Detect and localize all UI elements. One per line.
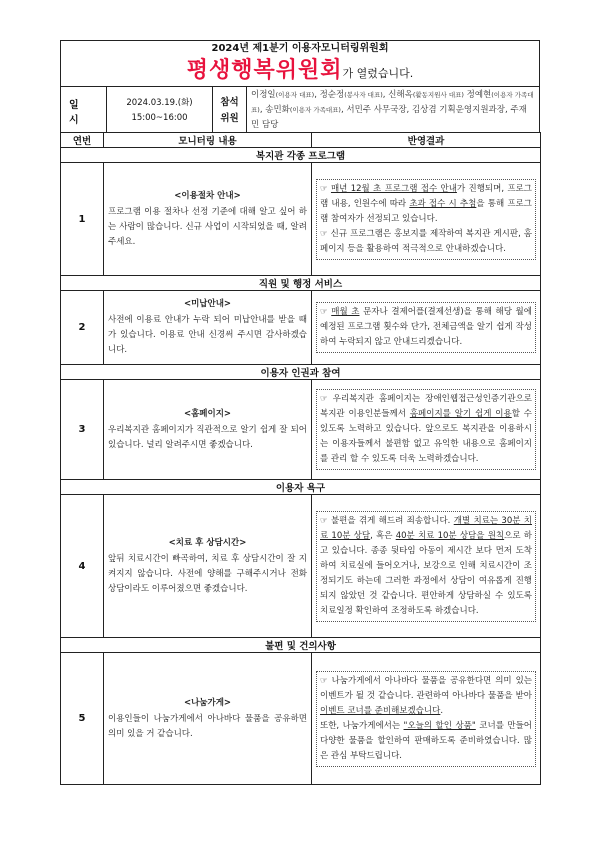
result-fragment: 을 통해 프로그램 참여자가 선정되고 있습니다. bbox=[320, 198, 532, 224]
result-highlight: 홈페이지를 알기 쉽게 이용 bbox=[409, 409, 512, 419]
table-row bbox=[61, 495, 541, 638]
category-title: 복지관 각종 프로그램 bbox=[61, 148, 541, 163]
item-text: 프로그램 이용 절차나 선정 기준에 대해 알고 싶어 하는 사람이 많습니다. 신규 사업이 시작되었을 때, 알려 주세요. bbox=[108, 206, 307, 247]
result-fragment: ☞ 우리복지관 홈페이지는 장애인웹접근성인증기관으로 복지관 이용인분들께서 bbox=[320, 394, 532, 419]
result-text bbox=[316, 302, 536, 353]
attendee-role: (활동지원사 대표) bbox=[412, 91, 464, 99]
result-highlight: 이벤트 코너를 준비해보겠습니다 bbox=[320, 705, 441, 716]
attendee-name: 이정일 bbox=[251, 90, 276, 100]
result-cell bbox=[312, 495, 541, 638]
result-highlight: 매년 12월 초 프로그램 접수 안내 bbox=[330, 183, 457, 194]
result-fragment: ☞ bbox=[320, 307, 332, 317]
result-highlight: 초과 접수 시 추첨 bbox=[409, 198, 477, 209]
result-text bbox=[316, 671, 536, 767]
info-row bbox=[61, 86, 539, 135]
table-row bbox=[61, 291, 541, 365]
monitoring-content bbox=[104, 653, 312, 785]
result-cell bbox=[312, 653, 541, 785]
result-fragment: , 혹은 bbox=[370, 530, 396, 541]
item-title: <이용절차 안내> bbox=[174, 190, 241, 201]
item-title: <나눔가게> bbox=[183, 697, 232, 708]
result-fragment: 으로 하고 있습니다. 종종 뒷타임 아동이 제시간 보다 먼저 도착하여 치료실에 들어오거나, 보강으로 인해 치료시간이 조정되기도 하는데 그러한 과정에서 상담이 여유롭게 진행되지 않았던 것 같습니다. 편안하게 상담하실 수 있도록 치료일정 확인하여 조정하도록 하겠습니다. bbox=[320, 530, 532, 616]
subtitle: 2024년 제1분기 이용자모니터링위원회 bbox=[211, 43, 389, 54]
attendee-name: 정순정 bbox=[319, 90, 345, 100]
result-cell bbox=[312, 380, 541, 480]
result-text bbox=[316, 511, 536, 622]
col-content: 모니터링 내용 bbox=[104, 133, 312, 148]
item-title: <미납안내> bbox=[183, 299, 232, 309]
category-row bbox=[61, 276, 541, 291]
attendee-name: 정예현 bbox=[466, 90, 492, 100]
date-label: 일 시 bbox=[61, 87, 107, 135]
result-fragment: ☞ 나눔가게에서 아나바다 물품을 공유한다면 의미 있는 이벤트가 될 것 같습니다. 관련하여 아나바다 물품을 받아 bbox=[320, 675, 532, 701]
category-title: 이용자 욕구 bbox=[61, 480, 541, 495]
result-fragment: ☞ 불편을 겪게 해드려 죄송합니다. bbox=[320, 515, 454, 526]
category-row bbox=[61, 480, 541, 495]
result-text bbox=[316, 389, 536, 470]
table-row bbox=[61, 163, 541, 276]
item-text: 우리복지관 홈페이지가 직관적으로 알기 쉽게 잘 되어 있습니다. 널리 알려주시면 좋겠습니다. bbox=[108, 424, 307, 450]
attendees-list bbox=[247, 87, 539, 135]
time-value: 15:00~16:00 bbox=[131, 113, 188, 123]
result-highlight: 40분 치료 10분 상담을 원칙 bbox=[395, 530, 505, 541]
attendee-list: 이정일(이용자 대표), 정순정(봉사자 대표), 신해옥(활동지원사 대표) 정예현(이용자 가족대표), 송민화(이용자 가족대표), bbox=[251, 90, 534, 115]
date-cell bbox=[107, 87, 213, 135]
category-row bbox=[61, 365, 541, 380]
category-title: 직원 및 행정 서비스 bbox=[61, 276, 541, 291]
result-text bbox=[316, 179, 536, 260]
newsletter-header bbox=[60, 40, 540, 136]
table-row bbox=[61, 380, 541, 480]
monitoring-content bbox=[104, 495, 312, 638]
title-line bbox=[61, 56, 539, 86]
item-title: <치료 후 상담시간> bbox=[168, 537, 247, 548]
monitoring-table bbox=[60, 132, 541, 785]
title-suffix: 가 열렸습니다. bbox=[342, 67, 414, 80]
result-fragment: 코너를 만들어 다양한 물품을 할인하여 판매하도록 준비하였습니다. 많은 관심 부탁드립니다. bbox=[320, 720, 533, 761]
col-result: 반영결과 bbox=[312, 133, 541, 148]
result-fragment: . 또한, 나눔가게에서는 bbox=[320, 705, 444, 731]
table-body bbox=[61, 148, 541, 785]
result-highlight: "오늘의 할인 상품" bbox=[403, 720, 476, 731]
attendee-name: 송민화 bbox=[265, 105, 290, 115]
result-highlight: 개별 치료는 30분 치료 10분 상담 bbox=[320, 515, 532, 541]
table-header-row bbox=[61, 133, 541, 148]
attendee-role: (이용자 대표) bbox=[275, 91, 315, 99]
attendee-role: (이용자 가족대표) bbox=[251, 91, 534, 114]
attendee-name: 신해옥 bbox=[388, 90, 413, 100]
result-cell bbox=[312, 291, 541, 365]
row-number: 5 bbox=[61, 653, 104, 785]
row-number: 2 bbox=[61, 291, 104, 365]
result-fragment: 가 진행되며, 프로그램 내용, 인원수에 따라 bbox=[320, 183, 533, 209]
result-cell bbox=[312, 163, 541, 276]
attendee-role: (이용자 가족대표) bbox=[289, 106, 341, 114]
attendees-label bbox=[213, 87, 247, 135]
date-value: 2024.03.19.(화) bbox=[126, 98, 193, 108]
row-number: 4 bbox=[61, 495, 104, 638]
result-fragment: ☞ 신규 프로그램은 홍보지를 제작하여 복지관 게시판, 홈페이지 등을 활용하여 적극적으로 안내하겠습니다. bbox=[320, 228, 532, 254]
category-row bbox=[61, 148, 541, 163]
table-row bbox=[61, 653, 541, 785]
item-title: <홈페이지> bbox=[183, 408, 232, 419]
result-fragment: 할 수 있도록 노력하고 있습니다. 앞으로도 복지관을 이용하시는 이용자들께서 불편함 없고 유익한 내용으로 홈페이지를 관리 할 수 있도록 더욱 노력하겠습니다. bbox=[320, 409, 532, 464]
monitoring-content bbox=[104, 163, 312, 276]
category-title: 불편 및 건의사항 bbox=[61, 638, 541, 653]
attendees-rest: 서민주 사무국장, 김상겸 기획운영지원과장, 주재민 담당 bbox=[251, 105, 527, 130]
attendee-role: (봉사자 대표) bbox=[344, 91, 383, 99]
attendees-label-1: 참석 bbox=[220, 97, 239, 108]
row-number: 3 bbox=[61, 380, 104, 480]
attendees-label-2: 위원 bbox=[220, 113, 239, 124]
monitoring-content bbox=[104, 291, 312, 365]
result-fragment: ☞ bbox=[320, 183, 331, 194]
item-text: 사전에 이용료 안내가 누락 되어 미납안내를 받을 때가 있습니다. 이용료 안내 신경써 주시면 감사하겠습니다. bbox=[108, 315, 307, 355]
item-text: 이용인들이 나눔가게에서 아나바다 물품을 공유하면 의미 있을 거 같습니다. bbox=[108, 713, 307, 739]
monitoring-content bbox=[104, 380, 312, 480]
category-title: 이용자 인권과 참여 bbox=[61, 365, 541, 380]
result-highlight: 매월 초 bbox=[331, 307, 360, 317]
col-no: 연번 bbox=[61, 133, 104, 148]
item-text: 앞뒤 치료시간이 빠곡하여, 치료 후 상담시간이 잘 지켜지지 않습니다. 사전에 양해를 구해주시거나 전화 상담이라도 이루어졌으면 좋겠습니다. bbox=[108, 553, 307, 594]
category-row bbox=[61, 638, 541, 653]
result-fragment: 문자나 결제어플(결제선생)을 통해 해당 월에 예정된 프로그램 횟수와 단가, 전체금액을 알기 쉽게 작성하여 누락되지 않고 안내드리겠습니다. bbox=[320, 307, 532, 347]
row-number: 1 bbox=[61, 163, 104, 276]
title-big: 평생행복위원회 bbox=[186, 58, 343, 83]
